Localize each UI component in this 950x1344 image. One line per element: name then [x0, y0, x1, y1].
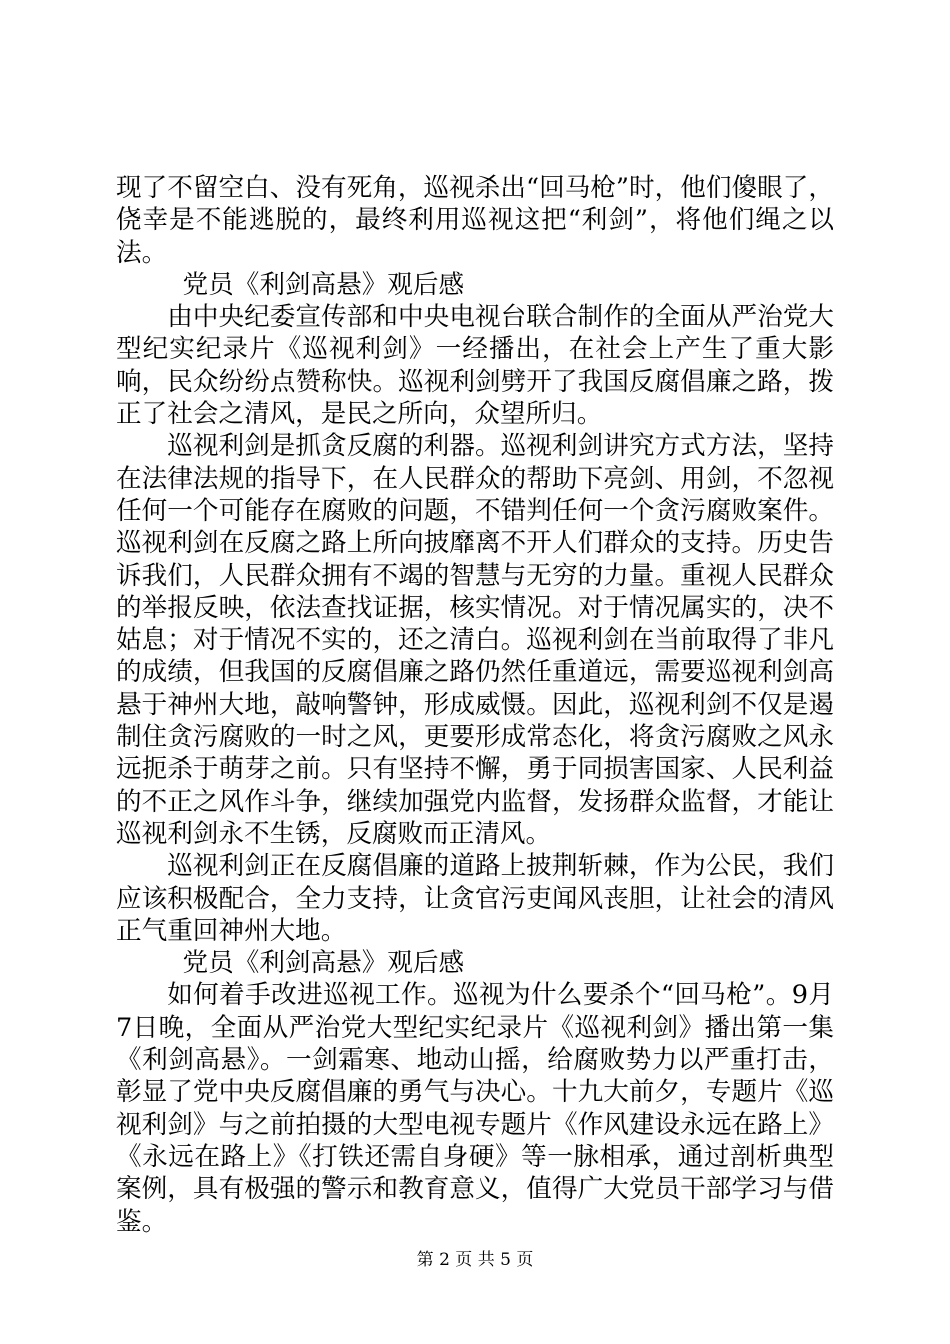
document-body — [116, 172, 834, 1238]
paragraph: 巡视利剑是抓贪反腐的利器。巡视利剑讲究方式方法，坚持在法律法规的指导下，在人民群众的帮助下亮剑、用剑，不忽视任何一个可能存在腐败的问题，不错判任何一个贪污腐败案件。巡视利剑在反腐之路上所向披靡离不开人们群众的支持。历史告诉我们，人民群众拥有不竭的智慧与无穷的力量。重视人民群众的举报反映，依法查找证据，核实情况。对于情况属实的，决不姑息；对于情况不实的，还之清白。巡视利剑在当前取得了非凡的成绩，但我国的反腐倡廉之路仍然任重道远，需要巡视利剑高悬于神州大地，敲响警钟，形成威慑。因此，巡视利剑不仅是遏制住贪污腐败的一时之风，更要形成常态化，将贪污腐败之风永远扼杀于萌芽之前。只有坚持不懈，勇于同损害国家、人民利益的不正之风作斗争，继续加强党内监督，发扬群众监督，才能让巡视利剑永不生锈，反腐败而正清风。 — [116, 431, 834, 849]
paragraph-continuation: 现了不留空白、没有死角，巡视杀出“回马枪”时，他们傻眼了，侥幸是不能逃脱的，最终利用巡视这把“利剑”，将他们绳之以法。 — [116, 173, 834, 268]
paragraph: 如何着手改进巡视工作。巡视为什么要杀个“回马枪”。9月7日晚，全面从严治党大型纪实纪录片《巡视利剑》播出第一集《利剑高悬》。一剑霜寒、地动山摇，给腐败势力以严重打击，彰显了党中央反腐倡廉的勇气与决心。十九大前夕，专题片《巡视利剑》与之前拍摄的大型电视专题片《作风建设永远在路上》《永远在路上》《打铁还需自身硬》等一脉相承，通过剖析典型案例，具有极强的警示和教育意义，值得广大党员干部学习与借鉴。 — [116, 980, 834, 1237]
paragraph: 由中央纪委宣传部和中央电视台联合制作的全面从严治党大型纪实纪录片《巡视利剑》一经播出，在社会上产生了重大影响，民众纷纷点赞称快。巡视利剑劈开了我国反腐倡廉之路，拨正了社会之清风，是民之所向，众望所归。 — [116, 302, 834, 430]
section-heading: 党员《利剑高悬》观后感 — [182, 948, 465, 979]
paragraph: 巡视利剑正在反腐倡廉的道路上披荆斩棘，作为公民，我们应该积极配合，全力支持，让贪官污吏闻风丧胆，让社会的清风正气重回神州大地。 — [116, 851, 834, 946]
page-number-footer: 第 2 页 共 5 页 — [416, 1250, 534, 1270]
section-heading: 党员《利剑高悬》观后感 — [182, 269, 465, 300]
